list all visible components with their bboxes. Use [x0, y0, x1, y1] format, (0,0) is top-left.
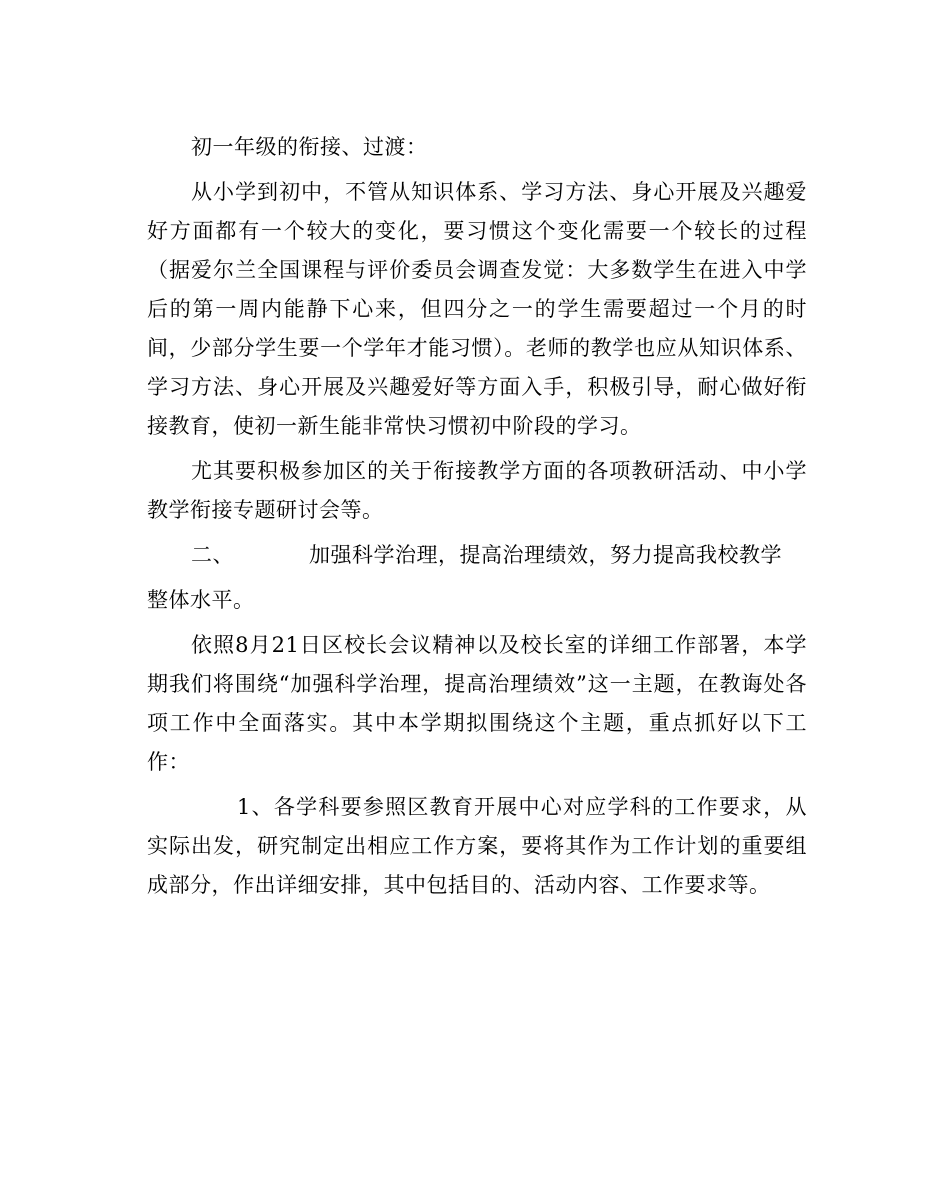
- document-body: [147, 128, 807, 911]
- paragraph-meeting-spirit: 依照8月21日区校长会议精神以及校长室的详细工作部署，本学期我们将围绕“加强科学治理，提高治理绩效”这一主题，在教诲处各项工作中全面落实。其中本学期拟围绕这个主题，重点抓好以下工作：: [147, 633, 807, 774]
- paragraph-participate-research: 尤其要积极参加区的关于衔接教学方面的各项教研活动、中小学教学衔接专题研讨会等。: [147, 459, 807, 522]
- section-two-number: 二、: [191, 543, 234, 567]
- section-two-title-line2: 整体水平。: [147, 588, 255, 612]
- paragraph-transition-description: 从小学到初中，不管从知识体系、学习方法、身心开展及兴趣爱好方面都有一个较大的变化，要习惯这个变化需要一个较长的过程（据爱尔兰全国课程与评价委员会调查发觉：大多数学生在进入中学后的第一周内能静下心来，但四分之一的学生需要超过一个月的时间，少部分学生要一个学年才能习惯）。老师的教学也应从知识体系、学习方法、身心开展及兴趣爱好等方面入手，积极引导，耐心做好衔接教育，使初一新生能非常快习惯初中阶段的学习。: [147, 180, 807, 438]
- section-two-heading: [147, 536, 807, 575]
- section-two-title-line1: 加强科学治理，提高治理绩效，努力提高我校教学: [309, 543, 782, 567]
- paragraph-item-one: 1、各学科要参照区教育开展中心对应学科的工作要求，从实际出发，研究制定出相应工作方案，要将其作为工作计划的重要组成部分，作出详细安排，其中包括目的、活动内容、工作要求等。: [147, 795, 807, 897]
- paragraph-grade-one-transition-heading: 初一年级的衔接、过渡：: [191, 135, 428, 159]
